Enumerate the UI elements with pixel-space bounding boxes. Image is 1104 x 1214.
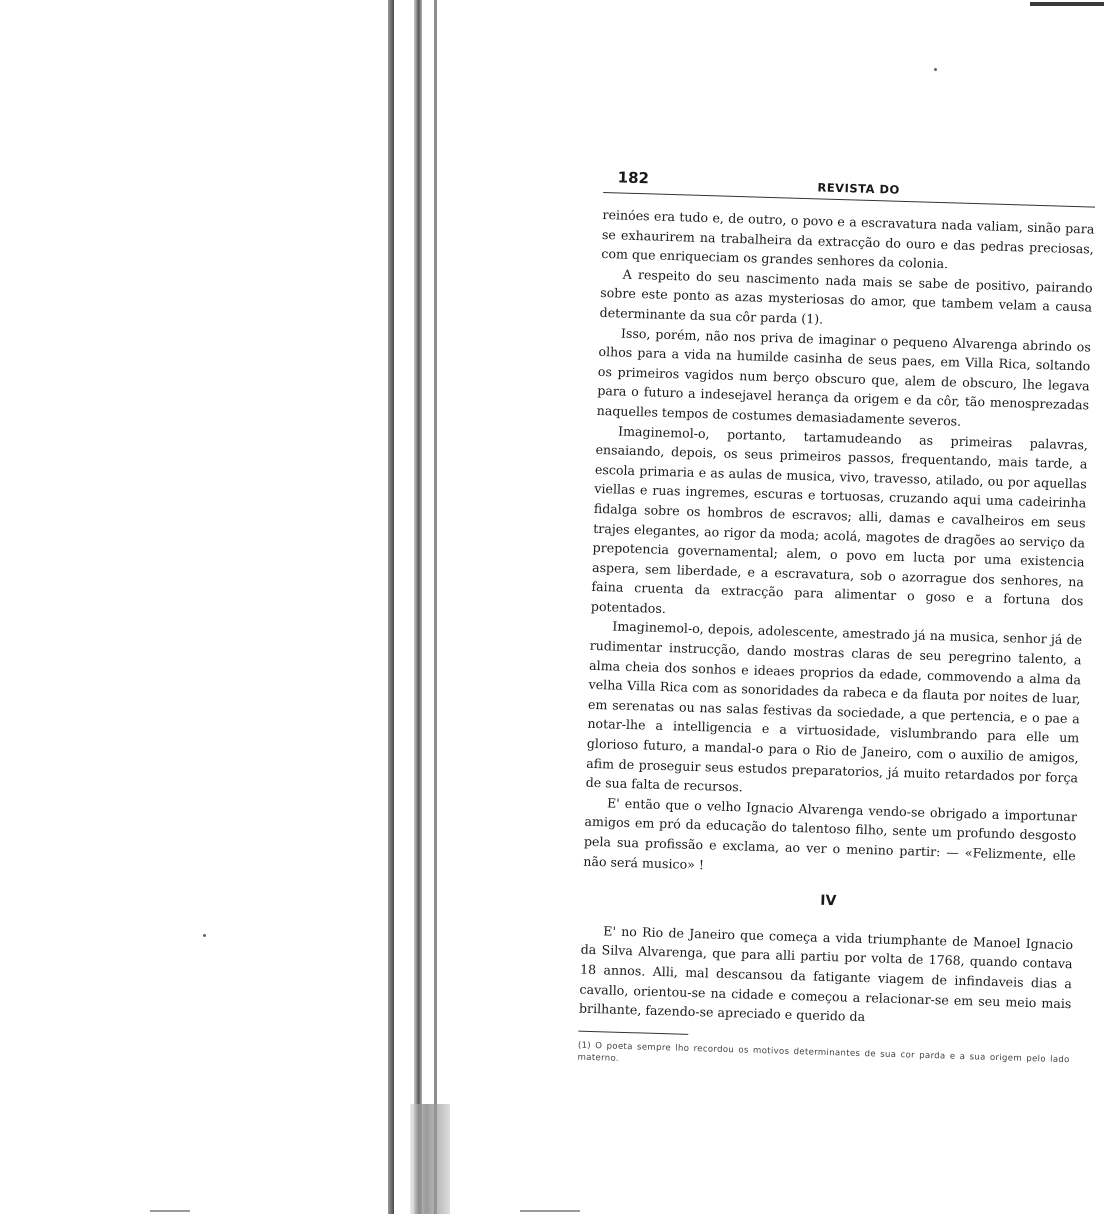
paragraph: E' então que o velho Ignacio Alvarenga vendo-se obrigado a importunar amigos em pró da educação do talentoso filho, sente um profundo desgosto pela sua profissão e exclama, ao ver o menino partir: — «Felizmente, elle não será musico» !	[583, 795, 1078, 872]
scan-edge-mark	[520, 1210, 580, 1212]
page-header	[603, 166, 1096, 208]
scan-speck	[934, 68, 937, 71]
paragraph: A respeito do seu nascimento nada mais se sabe de positivo, pairando sobre este ponto as azas mysteriosas do amor, que tambem velam a causa determinante da sua côr parda (1).	[599, 266, 1093, 327]
scan-edge-mark	[150, 1210, 190, 1212]
binding-shadow	[414, 0, 422, 1214]
section-heading: IV	[820, 892, 837, 910]
main-text	[579, 205, 1095, 1033]
paragraph: reinóes era tudo e, de outro, o povo e a escravatura nada valiam, sinão para se exhaurirem na trabalheira da extracção do ouro e das pedras preciosas, com que enriqueciam os grandes senhores da colonia.	[601, 206, 1095, 272]
page-edge-left	[388, 0, 394, 1214]
paragraph: E' no Rio de Janeiro que começa a vida triumphante de Manoel Ignacio da Silva Alvarenga, que para alli partiu por volta de 1768, quando contava 18 annos. Alli, mal descansou da fatigante viagem de infindaveis dias a cavallo, orientou-se na cidade e começou a relacionar-se em seu meio mais brilhante, fazendo-se apreciado e querido da	[578, 923, 1074, 1025]
footnote: (1) O poeta sempre lho recordou os motivos determinantes de sua cor parda e a sua origem pelo lado materno.	[577, 1040, 1070, 1065]
book-page	[577, 166, 1095, 1078]
page-edge-right	[434, 0, 437, 1214]
paragraph: Imaginemol-o, portanto, tartamudeando as primeiras palavras, ensaiando, depois, os seus primeiros passos, frequentando, mais tarde, a escola primaria e as aulas de musica, vivo, travesso, atilado, ou por aquellas viellas e ruas ingremes, escuras e tortuosas, cruzando aqui uma cadeirinha fidalga sobre os hombros de escravos; alli, damas e cavalheiros em seus trajes elegantes, ao rigor da moda; acolá, magotes de dragões ao serviço da prepotencia governamental; alem, o povo em lucta por uma existencia aspera, sem liberdade, e a escravatura, sob o azorrague dos senhores, na faina cruenta da extracção para alimentar o goso e a fortuna dos potentados.	[590, 423, 1089, 616]
footnote-divider	[578, 1030, 688, 1034]
running-head: REVISTA DO	[817, 180, 900, 197]
scan-edge-mark	[1030, 2, 1104, 6]
book-gutter	[388, 0, 448, 1214]
page-number: 182	[617, 168, 650, 188]
paragraph: Isso, porém, não nos priva de imaginar o pequeno Alvarenga abrindo os olhos para a vida na humilde casinha de seus paes, em Villa Rica, soltando os primeiros vagidos num berço obscuro que, alem de obscuro, lhe legava para o futuro a indesejavel herança da origem e da côr, tão menosprezadas naquelles tempos de costumes demasiadamente severos.	[596, 325, 1092, 429]
paragraph: Imaginemol-o, depois, adolescente, amestrado já na musica, senhor já de rudimentar instrucção, dando mostras claras de seu peregrino talento, a alma cheia dos sonhos e ideaes proprios da edade, commovendo a alma da velha Villa Rica com as sonoridades da rabeca e da flauta por noites de luar, em serenatas ou nas salas festivas da sociedade, a que pertencia, e o pae a notar-lhe a intelligencia e a virtuosidade, vislumbrando para elle um glorioso futuro, a mandal-o para o Rio de Janeiro, com o auxilio de amigos, afim de proseguir seus estudos preparatorios, já muito retardados por força de sua falta de recursos.	[585, 618, 1083, 795]
binding-base-shadow	[410, 1104, 450, 1214]
scan-speck	[203, 934, 206, 937]
